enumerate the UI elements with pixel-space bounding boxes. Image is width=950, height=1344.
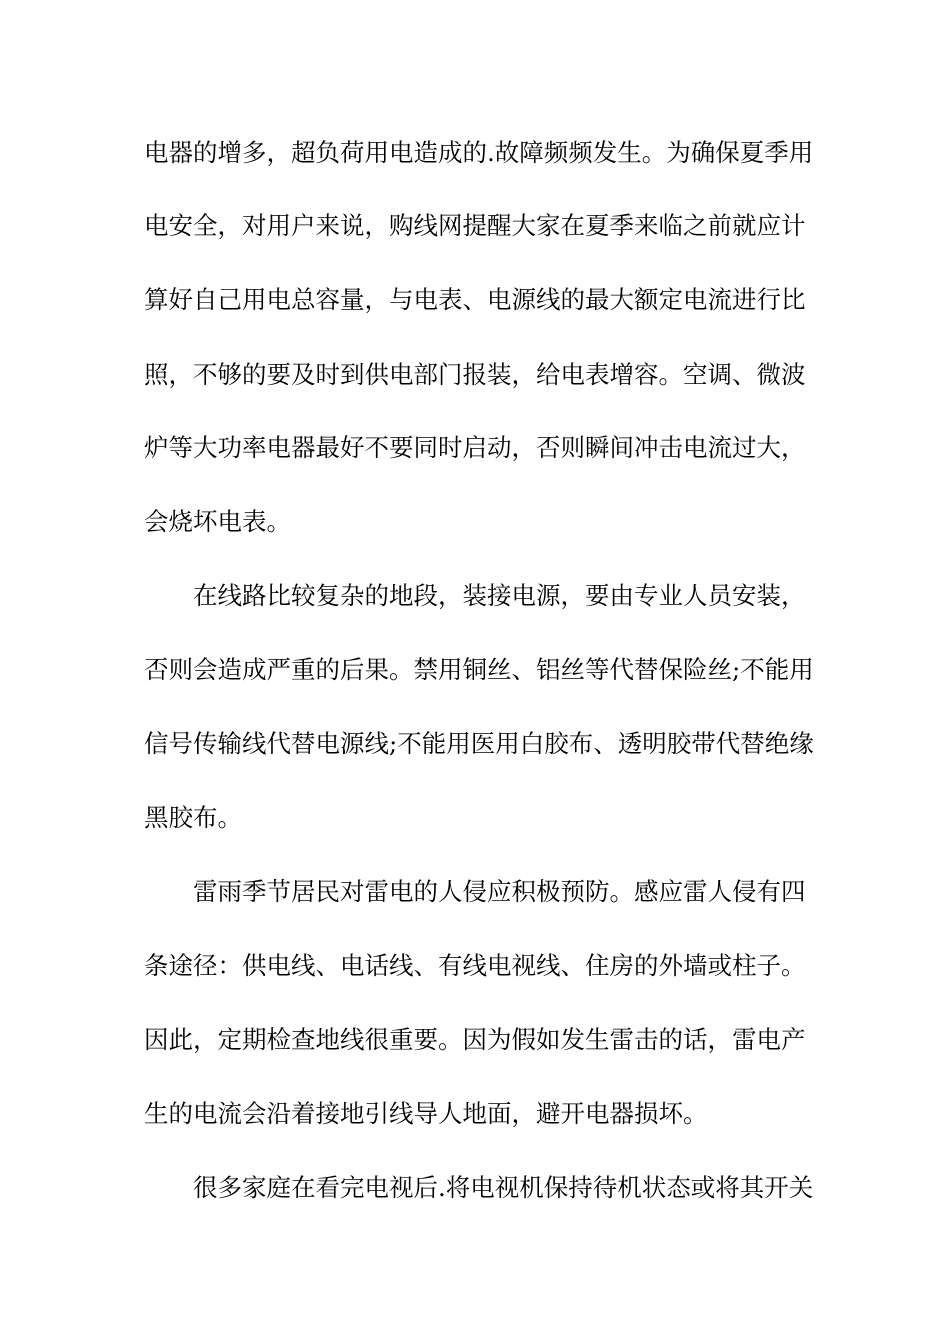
- text-line: 照，不够的要及时到供电部门报装，给电表增容。空调、微波: [144, 360, 806, 389]
- text-line: 生的电流会沿着接地引线导人地面，避开电器损坏。: [144, 1099, 708, 1128]
- text-line: 黑胶布。: [144, 803, 242, 832]
- text-line: 在线路比较复杂的地段，装接电源，要由专业人员安装，: [193, 581, 806, 610]
- text-line: 电安全，对用户来说，购线网提醒大家在夏季来临之前就应计: [144, 211, 806, 240]
- text-line: 因此，定期检查地线很重要。因为假如发生雷击的话，雷电产: [144, 1025, 806, 1054]
- text-line: 信号传输线代替电源线;不能用医用白胶布、透明胶带代替绝缘: [144, 729, 814, 758]
- text-line: 很多家庭在看完电视后.将电视机保持待机状态或将其开关: [193, 1173, 814, 1202]
- text-line: 炉等大功率电器最好不要同时启动，否则瞬间冲击电流过大，: [144, 433, 806, 462]
- text-line: 否则会造成严重的后果。禁用铜丝、铝丝等代替保险丝;不能用: [144, 655, 814, 684]
- text-line: 会烧坏电表。: [144, 507, 291, 536]
- text-line: 电器的增多，超负荷用电造成的.故障频频发生。为确保夏季用: [144, 138, 814, 167]
- text-line: 算好自己用电总容量，与电表、电源线的最大额定电流进行比: [144, 285, 806, 314]
- text-line: 条途径：供电线、电话线、有线电视线、住房的外墙或柱子。: [144, 951, 806, 980]
- text-line: 雷雨季节居民对雷电的人侵应积极预防。感应雷人侵有四: [193, 877, 806, 906]
